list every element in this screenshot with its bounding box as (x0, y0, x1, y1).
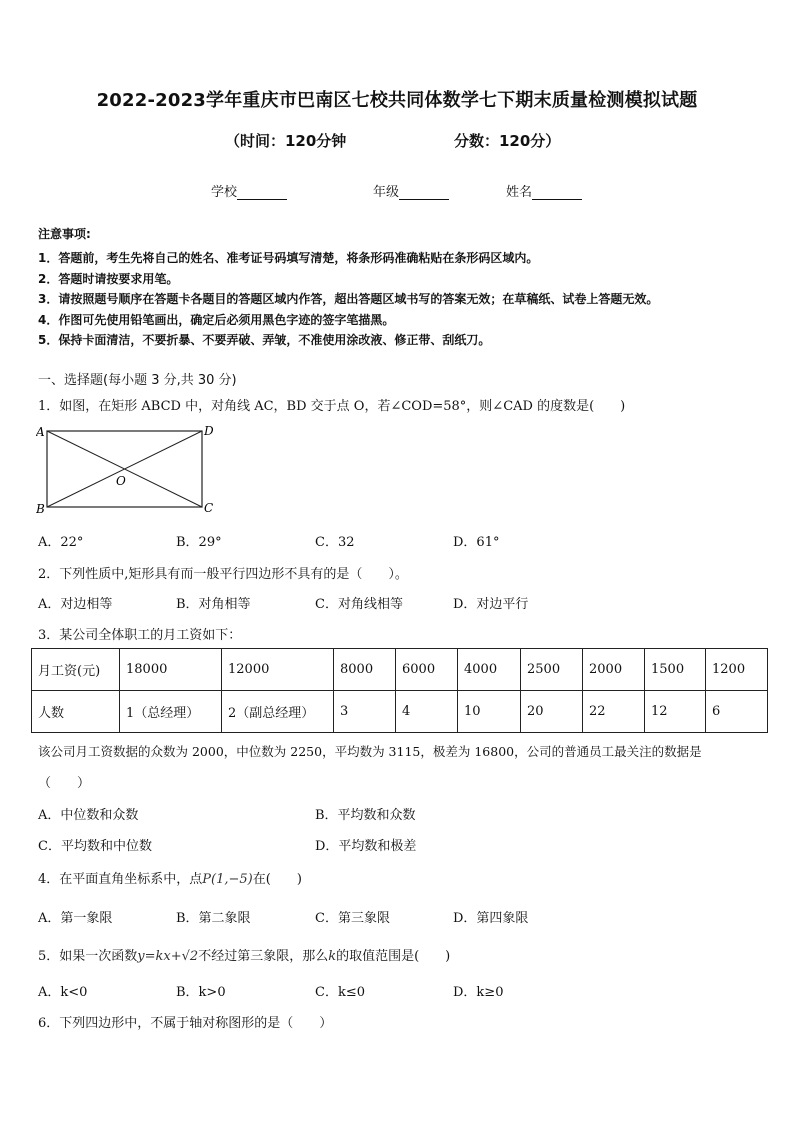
q4-option-a[interactable]: A．第一象限 (38, 911, 113, 926)
q1-rectangle-figure (36, 423, 222, 515)
q6-stem: 6．下列四边形中，不属于轴对称图形的是（ ） (38, 1016, 333, 1031)
table-cell: 4 (396, 691, 458, 733)
table-cell: 3 (334, 691, 396, 733)
q3-stem: 3．某公司全体职工的月工资如下： (38, 628, 242, 643)
q3-option-c[interactable]: C．平均数和中位数 (38, 839, 152, 854)
section-heading: 一、选择题(每小题 3 分,共 30 分) (38, 373, 237, 388)
notice-item: 4．作图可先使用铅笔画出，确定后必须用黑色字迹的签字笔描黑。 (38, 312, 395, 327)
q3-option-d[interactable]: D．平均数和极差 (315, 839, 417, 854)
grade-field[interactable]: 年级 (373, 181, 449, 200)
q1-option-a[interactable]: A．22° (38, 535, 84, 550)
q5-option-d[interactable]: D．k≥0 (453, 985, 504, 1000)
q5-function: y=kx+√2 (137, 949, 199, 964)
table-cell: 6000 (396, 649, 458, 691)
table-cell: 人数 (32, 691, 120, 733)
exam-time: （时间：120分钟 (225, 132, 347, 150)
q2-option-a[interactable]: A．对边相等 (38, 597, 113, 612)
label-c: C (204, 501, 214, 515)
table-cell: 12 (645, 691, 706, 733)
q3-bracket: （ ） (38, 776, 91, 791)
table-cell: 18000 (120, 649, 222, 691)
q2-option-d[interactable]: D．对边平行 (453, 597, 529, 612)
table-cell: 月工资(元) (32, 649, 120, 691)
notice-item: 2．答题时请按要求用笔。 (38, 271, 179, 286)
q2-options (38, 593, 758, 613)
q4-option-b[interactable]: B．第二象限 (176, 911, 251, 926)
q4-stem: 4．在平面直角坐标系中，点P(1,−5)在( ) (38, 872, 302, 887)
table-cell: 2000 (583, 649, 645, 691)
q4-options (38, 907, 758, 927)
notice-item: 3．请按照题号顺序在答题卡各题目的答题区域内作答，超出答题区域书写的答案无效；在草稿纸、试卷上答题无效。 (38, 292, 659, 306)
table-cell: 20 (521, 691, 583, 733)
q2-option-b[interactable]: B．对角相等 (176, 597, 251, 612)
notice-item: 1．答题前，考生先将自己的姓名、准考证号码填写清楚，将条形码准确粘贴在条形码区域内。 (38, 251, 539, 265)
q4-option-c[interactable]: C．第三象限 (315, 911, 390, 926)
name-field[interactable]: 姓名 (506, 181, 582, 200)
q5-k: k (328, 949, 337, 964)
notice-heading: 注意事项: (38, 227, 91, 241)
table-cell: 8000 (334, 649, 396, 691)
table-cell: 4000 (458, 649, 521, 691)
label-d: D (204, 424, 214, 438)
q3-options-row1 (38, 804, 758, 824)
salary-table (31, 648, 768, 733)
q3-options-row2 (38, 835, 758, 855)
q2-stem: 2．下列性质中,矩形具有而一般平行四边形不具有的是（ ）。 (38, 567, 408, 582)
table-row (32, 649, 768, 691)
table-cell: 22 (583, 691, 645, 733)
q2-option-c[interactable]: C．对角线相等 (315, 597, 403, 612)
school-field[interactable]: 学校 (211, 181, 287, 200)
q5-option-b[interactable]: B．k>0 (176, 985, 226, 1000)
q1-option-d[interactable]: D．61° (453, 535, 500, 550)
table-cell: 1500 (645, 649, 706, 691)
table-row (32, 691, 768, 733)
q1-stem: 1．如图，在矩形 ABCD 中，对角线 AC，BD 交于点 O，若∠COD=58°，则∠CAD 的度数是( ) (38, 399, 626, 414)
q1-option-b[interactable]: B．29° (176, 535, 222, 550)
table-cell: 1200 (706, 649, 768, 691)
table-cell: 12000 (222, 649, 334, 691)
q4-option-d[interactable]: D．第四象限 (453, 911, 529, 926)
q3-text: 该公司月工资数据的众数为 2000，中位数为 2250，平均数为 3115，极差为 16800，公司的普通员工最关注的数据是 (38, 744, 702, 759)
notice-item: 5．保持卡面清洁，不要折暴、不要弄破、弄皱，不准使用涂改液、修正带、刮纸刀。 (38, 333, 491, 347)
q5-option-a[interactable]: A．k<0 (38, 985, 88, 1000)
exam-subtitle (0, 130, 794, 152)
table-cell: 2（副总经理） (222, 691, 334, 733)
q4-point: P(1,−5) (202, 872, 253, 887)
q5-option-c[interactable]: C．k≤0 (315, 985, 365, 1000)
table-cell: 1（总经理） (120, 691, 222, 733)
label-o: O (116, 474, 126, 488)
q5-stem: 5．如果一次函数y=kx+√2不经过第三象限，那么k的取值范围是( ) (38, 949, 451, 964)
q3-option-a[interactable]: A．中位数和众数 (38, 808, 139, 823)
label-b: B (36, 502, 45, 515)
q1-option-c[interactable]: C．32 (315, 535, 355, 550)
q3-option-b[interactable]: B．平均数和众数 (315, 808, 416, 823)
table-cell: 10 (458, 691, 521, 733)
notice-block (38, 225, 658, 351)
label-a: A (36, 425, 45, 439)
table-cell: 2500 (521, 649, 583, 691)
exam-title: 2022-2023学年重庆市巴南区七校共同体数学七下期末质量检测模拟试题 (96, 90, 698, 111)
exam-score: 分数：120分） (454, 132, 561, 150)
q5-options (38, 981, 758, 1001)
q1-options (38, 531, 758, 551)
table-cell: 6 (706, 691, 768, 733)
